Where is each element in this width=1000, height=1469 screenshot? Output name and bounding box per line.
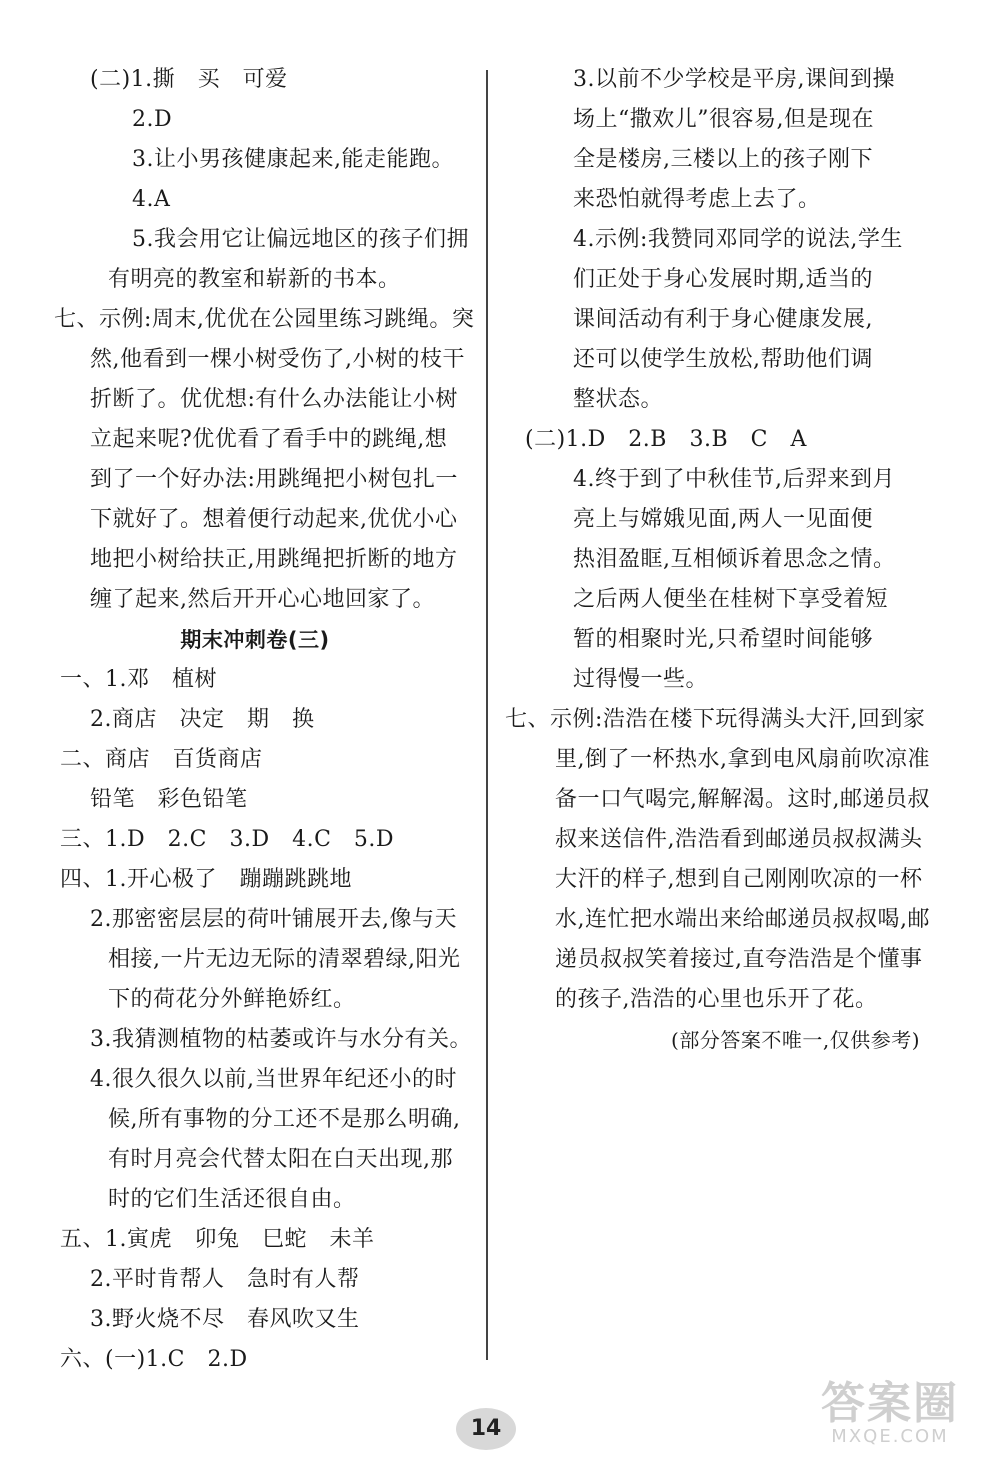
answer-line: 大汗的样子,想到自己刚刚吹凉的一杯	[555, 867, 923, 892]
answer-line: 里,倒了一杯热水,拿到电风扇前吹凉准	[555, 747, 930, 772]
answer-line: 二、商店 百货商店	[60, 747, 263, 772]
answer-line: 课间活动有利于身心健康发展,	[573, 307, 873, 332]
answer-line: 折断了。优优想:有什么办法能让小树	[90, 387, 458, 412]
answer-line: 七、示例:周末,优优在公园里练习跳绳。突	[54, 307, 475, 332]
answer-line: 下的荷花分外鲜艳娇红。	[108, 987, 356, 1012]
answer-line: 来恐怕就得考虑上去了。	[573, 187, 821, 212]
left-column	[40, 60, 475, 1380]
answer-line: 4.A	[132, 187, 171, 212]
answer-line: 全是楼房,三楼以上的孩子刚下	[573, 147, 873, 172]
answer-line: 然,他看到一棵小树受伤了,小树的枝干	[90, 347, 465, 372]
answer-line: 之后两人便坐在桂树下享受着短	[573, 587, 889, 612]
watermark-logo	[800, 1378, 980, 1451]
answer-line: 场上“撒欢儿”很容易,但是现在	[573, 107, 874, 132]
section-title: 期末冲刺卷(三)	[180, 628, 330, 652]
answer-line: 一、1.邓 植树	[60, 667, 217, 692]
answer-line: 2.那密密层层的荷叶铺展开去,像与天	[90, 907, 457, 932]
answer-line: 立起来呢?优优看了看手中的跳绳,想	[90, 427, 448, 452]
page-number: 14	[456, 1408, 516, 1450]
answer-line: 3.我猜测植物的枯萎或许与水分有关。	[90, 1027, 472, 1052]
answer-line: 叔来送信件,浩浩看到邮递员叔叔满头	[555, 827, 923, 852]
answer-line: 地把小树给扶正,用跳绳把折断的地方	[90, 547, 458, 572]
answer-line: 3.野火烧不尽 春风吹又生	[90, 1307, 360, 1332]
answer-line: 六、(一)1.C 2.D	[60, 1347, 248, 1372]
answer-line: 到了一个好办法:用跳绳把小树包扎一	[90, 467, 458, 492]
answer-line: 亮上与嫦娥见面,两人一见面便	[573, 507, 873, 532]
watermark-main: 答案圈	[821, 1378, 959, 1429]
answer-line: 2.D	[132, 107, 173, 132]
answer-line: 4.示例:我赞同邓同学的说法,学生	[573, 227, 903, 252]
answer-line: 还可以使学生放松,帮助他们调	[573, 347, 873, 372]
answer-line: 过得慢一些。	[573, 667, 709, 692]
answer-line: 铅笔 彩色铅笔	[90, 787, 248, 812]
answer-line: 四、1.开心极了 蹦蹦跳跳地	[60, 867, 352, 892]
answer-line: 备一口气喝完,解解渴。这时,邮递员叔	[555, 787, 930, 812]
answer-line: 时的它们生活还很自由。	[108, 1187, 356, 1212]
answer-line: (二)1.撕 买 可爱	[90, 67, 288, 92]
answer-line: 候,所有事物的分工还不是那么明确,	[108, 1107, 461, 1132]
answer-line: 3.让小男孩健康起来,能走能跑。	[132, 147, 454, 172]
answer-line: 有时月亮会代替太阳在白天出现,那	[108, 1147, 453, 1172]
answer-line: 五、1.寅虎 卯兔 巳蛇 未羊	[60, 1227, 375, 1252]
column-divider	[486, 70, 488, 1360]
answer-line: 4.终于到了中秋佳节,后羿来到月	[573, 467, 895, 492]
answer-line: 2.商店 决定 期 换	[90, 707, 315, 732]
answer-line: 整状态。	[573, 387, 664, 412]
answer-line: 的孩子,浩浩的心里也乐开了花。	[555, 987, 878, 1012]
answer-line: 相接,一片无边无际的清翠碧绿,阳光	[108, 947, 461, 972]
right-column	[505, 60, 930, 1060]
answer-line: 七、示例:浩浩在楼下玩得满头大汗,回到家	[505, 707, 926, 732]
footnote: (部分答案不唯一,仅供参考)	[671, 1028, 920, 1052]
answer-line: 4.很久很久以前,当世界年纪还小的时	[90, 1067, 457, 1092]
answer-line: (二)1.D 2.B 3.B C A	[525, 427, 807, 452]
answer-line: 递员叔叔笑着接过,直夸浩浩是个懂事	[555, 947, 923, 972]
answer-line: 缠了起来,然后开开心心地回家了。	[90, 587, 435, 612]
answer-line: 水,连忙把水端出来给邮递员叔叔喝,邮	[555, 907, 930, 932]
watermark-sub: MXQE.COM	[831, 1426, 949, 1447]
answer-line: 暂的相聚时光,只希望时间能够	[573, 627, 873, 652]
answer-line: 3.以前不少学校是平房,课间到操	[573, 67, 895, 92]
answer-line: 下就好了。想着便行动起来,优优小心	[90, 507, 458, 532]
answer-line: 三、1.D 2.C 3.D 4.C 5.D	[60, 827, 395, 852]
answer-line: 5.我会用它让偏远地区的孩子们拥	[132, 227, 469, 252]
answer-line: 2.平时肯帮人 急时有人帮	[90, 1267, 360, 1292]
answer-line: 们正处于身心发展时期,适当的	[573, 267, 873, 292]
answer-line: 有明亮的教室和崭新的书本。	[108, 267, 401, 292]
answer-line: 热泪盈眶,互相倾诉着思念之情。	[573, 547, 896, 572]
